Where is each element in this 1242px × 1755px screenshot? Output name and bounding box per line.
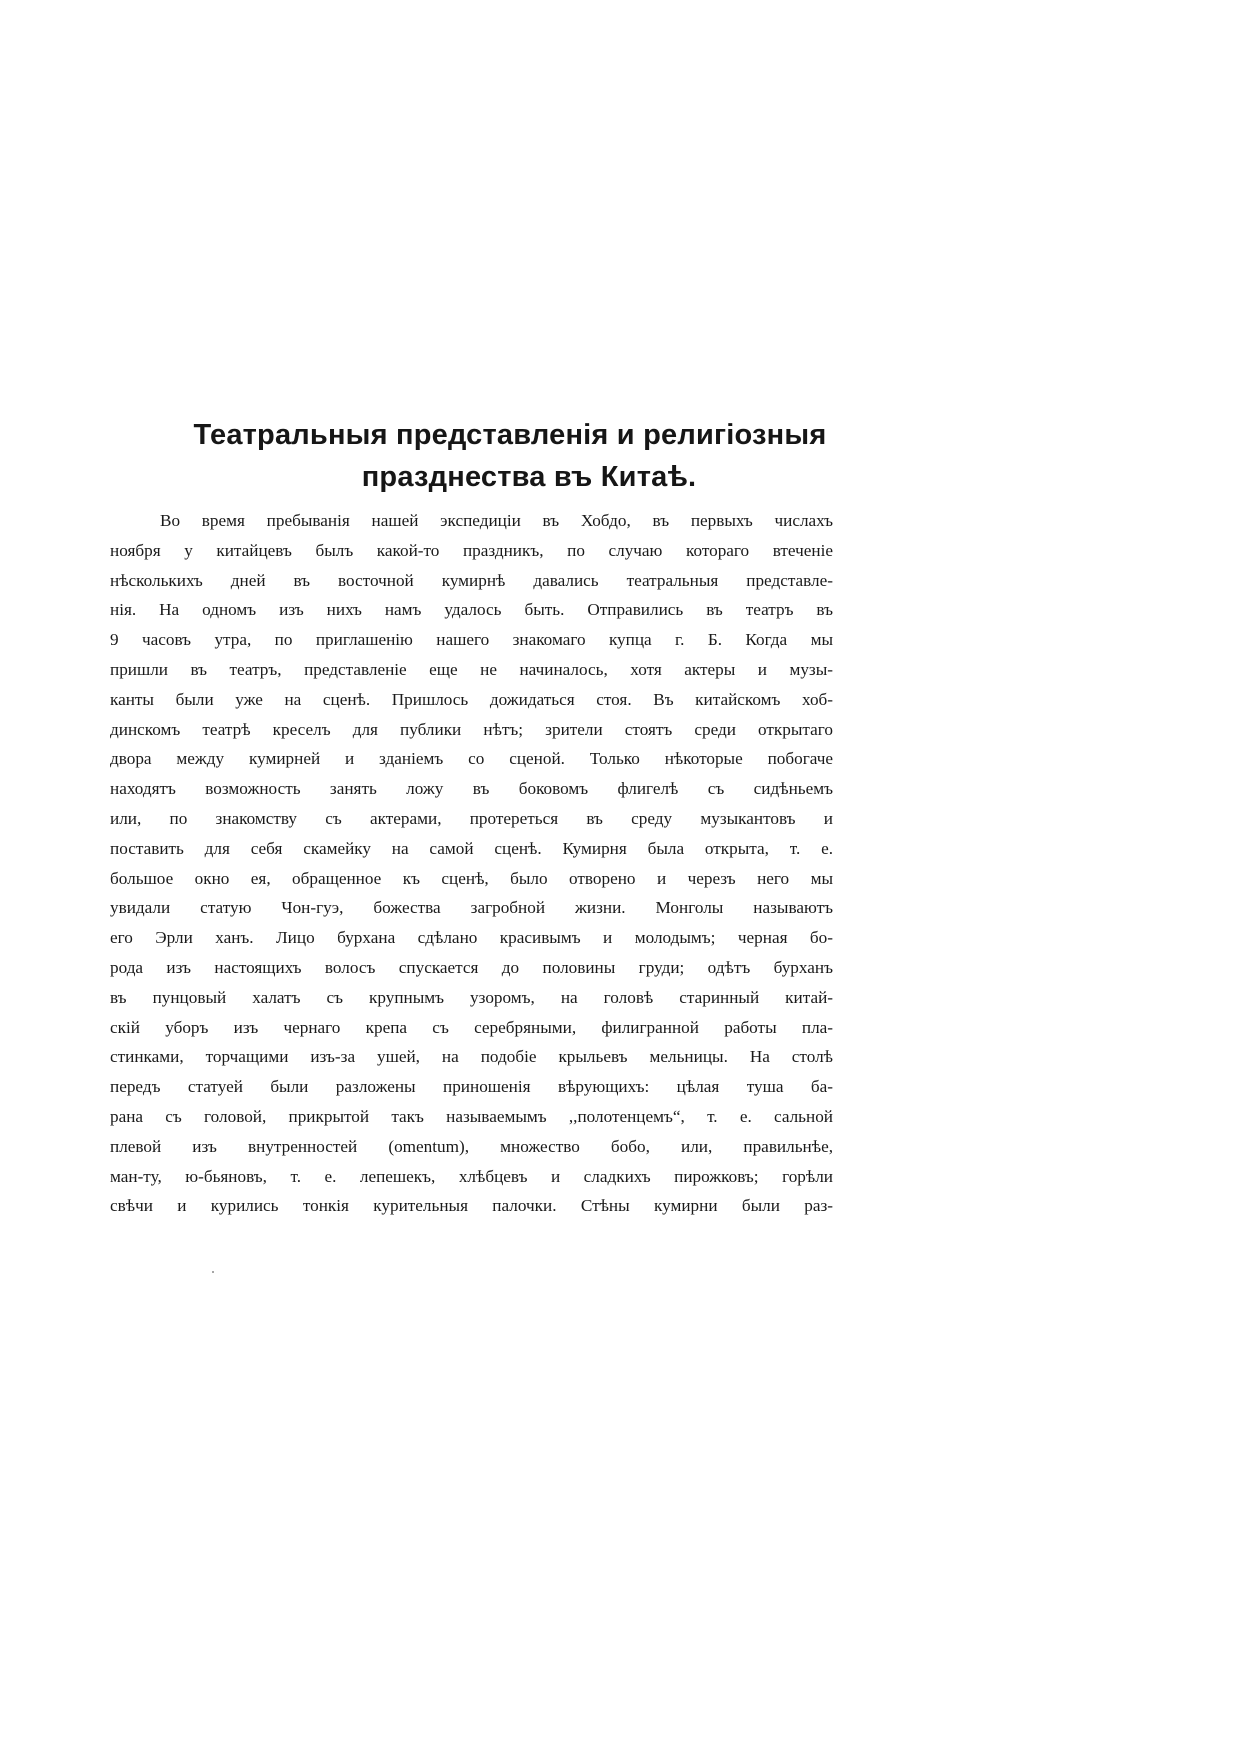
text-line: поставить для себя скамейку на самой сценѣ. Кумирня была открыта, т. е. — [110, 838, 833, 858]
text-line: рода изъ настоящихъ волосъ спускается до половины груди; одѣтъ бурханъ — [110, 957, 833, 977]
text-line: пришли въ театръ, представленіе еще не начиналось, хотя актеры и музы- — [110, 659, 833, 679]
text-line: канты были уже на сценѣ. Пришлось дожидаться стоя. Въ китайскомъ хоб- — [110, 689, 833, 709]
text-line: въ пунцовый халатъ съ крупнымъ узоромъ, на головѣ старинный китай- — [110, 987, 833, 1007]
title-line-1: Театральныя представленія и религіозныя — [193, 419, 827, 452]
text-line: ман-ту, ю-бьяновъ, т. е. лепешекъ, хлѣбцевъ и сладкихъ пирожковъ; горѣли — [110, 1166, 833, 1186]
text-line: нѣсколькихъ дней въ восточной кумирнѣ давались театральныя представле- — [110, 570, 833, 590]
text-line: 9 часовъ утра, по приглашенію нашего знакомаго купца г. Б. Когда мы — [110, 630, 833, 650]
text-line: стинками, торчащими изъ-за ушей, на подобіе крыльевъ мельницы. На столѣ — [110, 1047, 833, 1067]
text-line: динскомъ театрѣ креселъ для публики нѣтъ; зрители стоятъ среди открытаго — [110, 719, 833, 739]
text-line: нія. На одномъ изъ нихъ намъ удалось быть. Отправились въ театръ въ — [110, 600, 833, 620]
text-line: плевой изъ внутренностей (omentum), множество бобо, или, правильнѣе, — [110, 1136, 833, 1156]
text-line: большое окно ея, обращенное къ сценѣ, было отворено и черезъ него мы — [110, 868, 833, 888]
article-body — [110, 506, 833, 1221]
text-line: свѣчи и курились тонкія курительныя палочки. Стѣны кумирни были раз- — [110, 1196, 833, 1216]
text-line: или, по знакомству съ актерами, протереться въ среду музыкантовъ и — [110, 808, 833, 828]
article-title — [110, 414, 910, 498]
text-line: его Эрли ханъ. Лицо бурхана сдѣлано красивымъ и молодымъ; черная бо- — [110, 928, 833, 948]
text-line: ноября у китайцевъ былъ какой-то праздникъ, по случаю котораго втеченіе — [110, 540, 833, 560]
scan-speck — [212, 1271, 214, 1273]
text-line: увидали статую Чон-гуэ, божества загробной жизни. Монголы называютъ — [110, 898, 833, 918]
text-line: находятъ возможность занять ложу въ боковомъ флигелѣ съ сидѣньемъ — [110, 779, 833, 799]
text-line: передъ статуей были разложены приношенія вѣрующихъ: цѣлая туша ба- — [110, 1077, 833, 1097]
text-line: скій уборъ изъ чернаго крепа съ серебряными, филигранной работы пла- — [110, 1017, 833, 1037]
text-line: Во время пребыванія нашей экспедиціи въ Хобдо, въ первыхъ числахъ — [160, 511, 833, 530]
text-line: рана съ головой, прикрытой такъ называемымъ ,,полотенцемъ“, т. е. сальной — [110, 1106, 833, 1126]
title-line-2: празднества въ Китаѣ. — [361, 461, 697, 494]
text-line: двора между кумирней и зданіемъ со сценой. Только нѣкоторые побогаче — [110, 749, 833, 769]
